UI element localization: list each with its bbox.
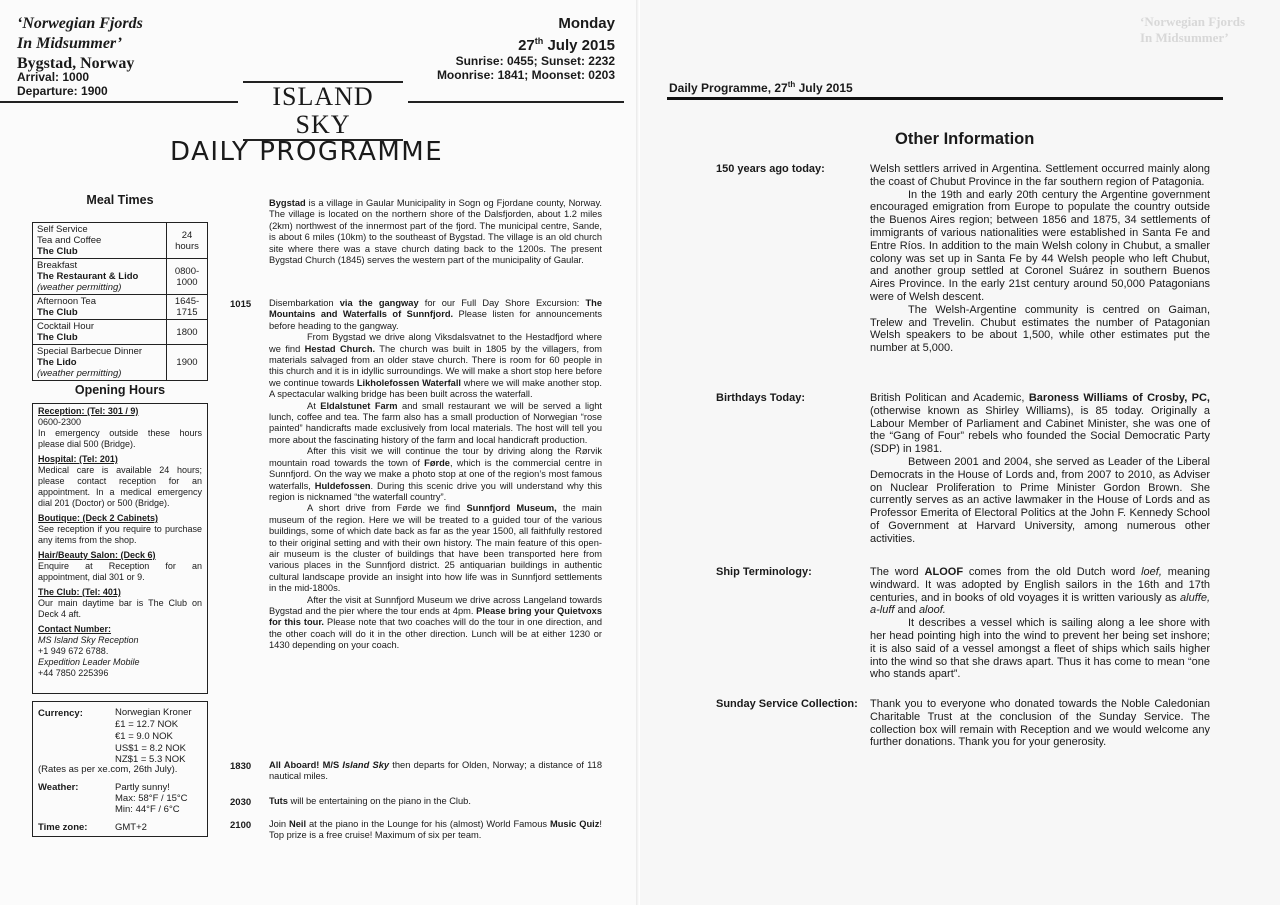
meal-time-line: 24: [181, 229, 193, 241]
info-box: [32, 701, 208, 837]
opening-hours-entry-text: Our main daytime bar is The Club on Deck 4 aft.: [38, 598, 202, 619]
date-number: 27: [518, 37, 535, 54]
date-line: [437, 33, 615, 54]
meal-line: (weather permitting): [37, 368, 122, 379]
currency-rate: US$1 = 8.2 NOK: [115, 743, 187, 754]
meal-time: [167, 259, 208, 295]
meal-line: The Lido: [37, 357, 77, 368]
meal-time-line: hours: [175, 240, 199, 252]
cruise-info: [17, 14, 143, 74]
show-through-text: ‘Norwegian Fjords In Midsummer’: [1140, 14, 1246, 45]
opening-hours-entry-text: In emergency outside these hours please dial 500 (Bridge).: [38, 428, 202, 449]
timezone-value: GMT+2: [115, 822, 147, 833]
opening-hours-box: [32, 403, 208, 694]
meal-time-line: 1800: [176, 326, 198, 338]
opening-hours-entry: [38, 406, 202, 450]
meal-time: [167, 223, 208, 259]
meal-line: Afternoon Tea: [37, 296, 96, 307]
opening-hours-entry-heading: Boutique: (Deck 2 Cabinets): [38, 513, 159, 523]
opening-hours-entry-text: Medical care is available 24 hours; please contact reception for an appointment. In a medical emergency dial 201 (Doctor) or 500 (Bridge).: [38, 465, 202, 508]
rates-note: (Rates as per xe.com, 26th July).: [38, 764, 178, 775]
event-2030-text: Tuts will be entertaining on the piano in the Club.: [269, 796, 471, 806]
currency-rate: £1 = 12.7 NOK: [115, 719, 179, 730]
arrival-departure: [17, 70, 108, 98]
section-label: Ship Terminology:: [716, 566, 812, 578]
meal-line: The Club: [37, 332, 78, 343]
opening-hours-entry-heading: Hospital: (Tel: 201): [38, 454, 118, 464]
meal-time: [167, 345, 208, 381]
opening-hours-entry-text: See reception if you require to purchase any items from the shop.: [38, 524, 202, 545]
contact-line: +1 949 672 6788.: [38, 646, 109, 656]
timezone-label: Time zone:: [38, 822, 88, 833]
meal-row: [33, 345, 208, 381]
opening-hours-entry-heading: Reception: (Tel: 301 / 9): [38, 406, 139, 416]
contact-entry: [38, 624, 202, 679]
meal-line: Tea and Coffee: [37, 235, 102, 246]
opening-hours-entry: [38, 513, 202, 546]
section-150-years: Welsh settlers arrived in Argentina. Settlement occurred mainly along the coast of Chubut Province in the far southern region of Patagonia. In the 19th and early 20th century the Argentine government encouraged emigration from Europe to populate the country outside the Buenos Aires region; between 1856 and 1875, 34 settlements of immigrants of various nationalities were established in Santa Fe and Entre Ríos. In addition to the main Welsh colony in Chubut, a smaller colony was set up in Santa Fe by 44 Welsh people who left Chubut, and another group settled at Coronel Suárez in southern Buenos Aires Province. In the early 21st century around 50,000 Patagonians were of Welsh descent. The Welsh-Argentine community is centred on Gaiman, Trelew and Trevelin. Chubut estimates the number of Patagonian Welsh speakers to be about 1,500, while other estimates put the number at 5,000.: [870, 163, 1210, 355]
cruise-place: Bygstad, Norway: [17, 55, 135, 72]
meal-line: Self Service: [37, 224, 88, 235]
date-month-year: July 2015: [543, 37, 615, 54]
meal-times-heading: Meal Times: [86, 193, 154, 207]
opening-hours-entry: [38, 587, 202, 620]
section-label: Sunday Service Collection:: [716, 698, 858, 710]
opening-hours-entry-text: 0600-2300: [38, 417, 82, 427]
contact-heading: Contact Number:: [38, 624, 112, 634]
meal-row: [33, 259, 208, 295]
intro-paragraph: [269, 198, 602, 266]
contact-line: MS Island Sky Reception: [38, 635, 139, 645]
meal-description: [33, 295, 167, 320]
arrival-time: Arrival: 1000: [17, 70, 90, 84]
departure-time: Departure: 1900: [17, 84, 108, 98]
section-terminology: The word ALOOF comes from the old Dutch word loef, meaning windward. It was adopted by English sailors in the 16th and 17th centuries, and in books of old voyages it is written variously as aluffe, a-luff and aloof. It describes a vessel which is sailing along a lee shore with her head pointing high into the wind to prevent her being set inshore; it is also said of a vessel amongst a fleet of ships which sails higher into the wind so that she draws apart. Thus it has come to mean “one who stands apart”.: [870, 566, 1210, 681]
currency-rate: NZ$1 = 5.3 NOK: [115, 754, 186, 765]
meal-line: The Restaurant & Lido: [37, 271, 139, 282]
right-header: Daily Programme, 27th July 2015: [669, 80, 853, 95]
date-block: [437, 14, 615, 82]
weekday: Monday: [558, 15, 615, 32]
header-rule-right: [408, 101, 624, 103]
section-label: Birthdays Today:: [716, 392, 806, 404]
event-time: 2100: [230, 820, 252, 831]
meal-line: Breakfast: [37, 260, 78, 271]
meal-line: (weather permitting): [37, 282, 122, 293]
meal-time-line: 1715: [176, 307, 198, 318]
meal-description: [33, 320, 167, 345]
opening-hours-entry: [38, 454, 202, 509]
opening-hours-entry: [38, 550, 202, 583]
section-birthdays: British Politican and Academic, Baroness Williams of Crosby, PC, (otherwise known as Shirley Williams), is 85 today. Originally a Labour Member of Parliament and Cabinet Minister, she was one of the “Gang of Four” rebels who founded the Social Democratic Party (SDP) in 1981. Between 2001 and 2004, she served as Leader of the Liberal Democrats in the House of Lords and, from 2007 to 2010, as Adviser on Nuclear Proliferation to Prime Minister Gordon Brown. She currently serves as an active lawmaker in the House of Lords and as Professor Emerita of Electoral Politics at the John F. Kennedy School of Government at Harvard University, among numerous other activities.: [870, 392, 1210, 545]
section-collection: Thank you to everyone who donated towards the Noble Caledonian Charitable Trust at the conclusion of the Sunday Service. The collection box will remain with Reception and we would welcome any further donations. Thank you for your generosity.: [870, 698, 1210, 749]
meal-row: [33, 223, 208, 259]
other-information-title: Other Information: [895, 130, 1035, 148]
cruise-title-line2: In Midsummer’: [17, 35, 123, 52]
header-rule-left: [0, 101, 238, 103]
cruise-title-line1: ‘Norwegian Fjords: [17, 15, 143, 32]
contact-line: +44 7850 225396: [38, 668, 109, 678]
weather-line: Partly sunny!: [115, 782, 170, 793]
opening-hours-entry-text: Enquire at Reception for an appointment, dial 301 or 9.: [38, 561, 202, 582]
meal-line: Special Barbecue Dinner: [37, 346, 143, 357]
intro-text: is a village in Gaular Municipality in Sogn og Fjordane county, Norway. The village is located on the northern shore of the Dalsfjorden, about 1.2 miles (2km) northwest of the innermost part of the fjord. The municipal centre, Sande, is about 6 miles (10km) to the southeast of Bygstad. The village is an old church site where there was a stave church dating back to the 1200s. The present Bygstad Church (1845) serves the western part of the municipality of Gaular.: [269, 198, 602, 266]
intro-bold: Bygstad: [269, 198, 306, 208]
meal-description: [33, 259, 167, 295]
opening-hours-heading: Opening Hours: [74, 383, 166, 397]
meal-line: The Club: [37, 307, 78, 318]
currency-label: Currency:: [38, 708, 83, 719]
opening-hours-entry-heading: The Club: (Tel: 401): [38, 587, 121, 597]
weather-label: Weather:: [38, 782, 79, 793]
meal-time: [167, 295, 208, 320]
opening-hours-entry-heading: Hair/Beauty Salon: (Deck 6): [38, 550, 156, 560]
event-2100-text: Join Neil at the piano in the Lounge for his (almost) World Famous Music Quiz! Top prize is a free cruise! Maximum of six per team.: [269, 819, 602, 841]
weather-line: Min: 44°F / 6°C: [115, 804, 180, 815]
meal-description: [33, 223, 167, 259]
section-label: 150 years ago today:: [716, 163, 825, 175]
meal-time-line: 1645-: [174, 296, 200, 307]
page-title: DAILY PROGRAMME: [170, 137, 444, 167]
meal-time: [167, 320, 208, 345]
meal-line: Cocktail Hour: [37, 321, 95, 332]
currency-name: Norwegian Kroner: [115, 707, 192, 718]
meal-line: The Club: [37, 246, 78, 257]
meal-time-line: 1000: [176, 276, 198, 288]
contact-line: Expedition Leader Mobile: [38, 657, 140, 667]
header-rule: [667, 97, 1223, 100]
event-1015-text: Disembarkation via the gangway for our Full Day Shore Excursion: The Mountains and Waterfalls of Sunnfjord. Please listen for announcements before heading to the gangway. From Bygstad we drive along Viksdalsvatnet to the Hestadfjord where we find Hestad Church. The church was built in 1805 by the villagers, from materials salvaged from an older stave church. There is room for 60 people in this church and it is in idyllic surroundings. We will make a short stop here before we continue towards Likholefossen Waterfall where we will make another stop. A spectacular walking bridge has been built across the waterfall. At Eldalstunet Farm and small restaurant we will be served a light lunch, coffee and tea. The farm also has a small production of Norwegian “rose painted” handicrafts made exclusively from local materials. The host will tell you more about the fascinating history of the farm and local handicraft production. After this visit we will continue the tour by driving along the Rørvik mountain road towards the town of Førde, which is the commercial centre in Sunnfjord. On the way we make a photo stop at one of the region’s most famous waterfalls, Huldefossen. During this scenic drive you will understand why this region is nicknamed “the waterfall country”. A short drive from Førde we find Sunnfjord Museum, the main museum of the region. Here we will be treated to a guided tour of the various buildings, some of which date back as far as the year 1500, all faithfully restored to their original setting and with their own history. The main feature of this open-air museum is the cluster of buildings that have been transported here from various places in the Sunnfjord district. 25 antiquarian buildings in authentic cultural landscape provide an insight into how life was in Sunnfjord settlements in the mid-1800s. After the visit at Sunnfjord Museum we drive across Langeland towards Bygstad and the pier where the tour ends at 4pm. Please bring your Quietvoxs for this tour. Please note that two coaches will do the tour in one direction, and the other coach will do it in the other direction. Lunch will be at either 1230 or 1430 depending on your coach.: [269, 298, 603, 651]
event-time: 1015: [230, 299, 252, 310]
meal-row: [33, 295, 208, 320]
meal-time-line: 1900: [176, 357, 198, 368]
sun-times: Sunrise: 0455; Sunset: 2232: [455, 54, 615, 68]
island-sky-logo: ISLAND SKY: [243, 81, 403, 141]
meal-time-line: 0800-: [174, 265, 200, 277]
event-1830-text: All Aboard! M/S Island Sky then departs for Olden, Norway; a distance of 118 nautical miles.: [269, 760, 602, 782]
currency-rate: €1 = 9.0 NOK: [115, 731, 173, 742]
meal-description: [33, 345, 167, 381]
event-time: 1830: [230, 761, 252, 772]
right-page: [640, 0, 1280, 905]
weather-line: Max: 58°F / 15°C: [115, 793, 188, 804]
moon-times: Moonrise: 1841; Moonset: 0203: [436, 68, 615, 82]
event-time: 2030: [230, 797, 252, 808]
meal-row: [33, 320, 208, 345]
meal-times-table: [32, 222, 208, 381]
date-suffix: th: [534, 36, 544, 46]
